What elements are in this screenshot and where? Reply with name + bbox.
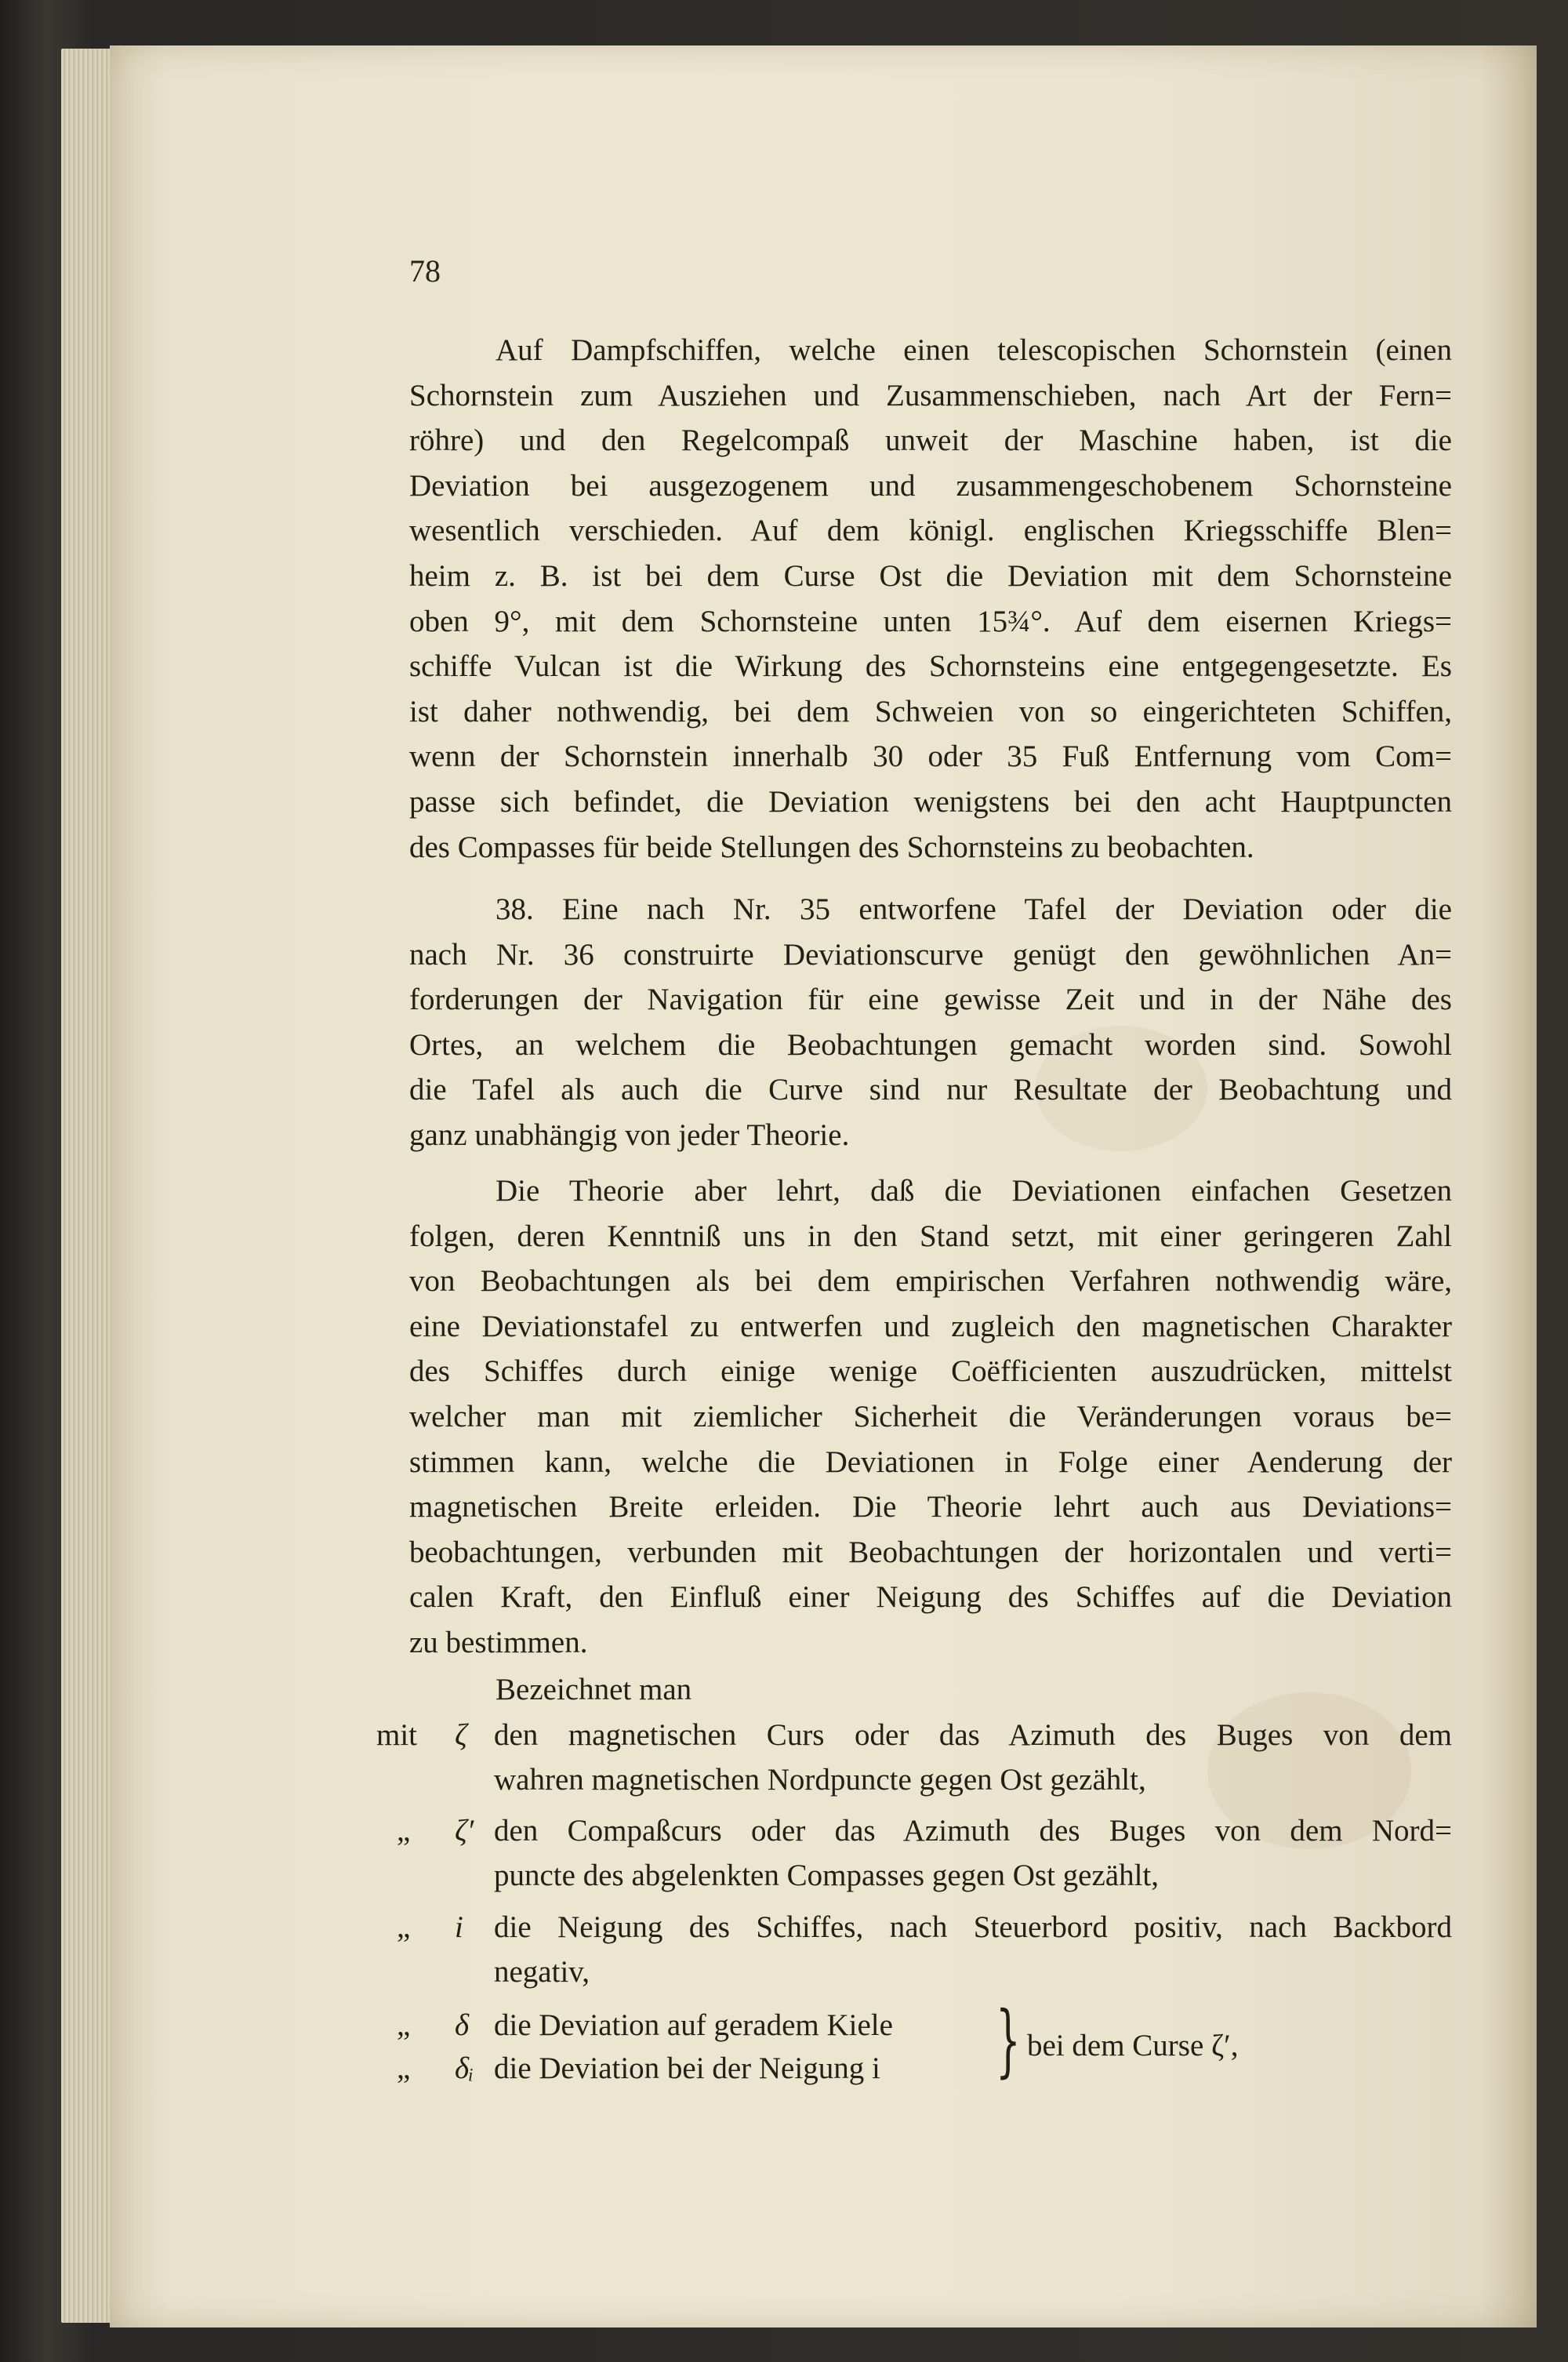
text-line: calen Kraft, den Einfluß einer Neigung des Schiffes auf die Deviation (409, 1580, 1452, 1615)
text-line: welcher man mit ziemlicher Sicherheit die Veränderungen voraus be= (409, 1399, 1452, 1434)
text-line: wesentlich verschieden. Auf dem königl. englischen Kriegsschiffe Blen= (409, 514, 1452, 548)
definition-continuation (376, 1762, 1452, 1808)
text-line: die Tafel als auch die Curve sind nur Resultate der Beobachtung und (409, 1073, 1452, 1107)
page-number: 78 (409, 253, 441, 289)
definition-symbol: i (455, 1910, 463, 1944)
definition-row (376, 2051, 1452, 2096)
text-line: forderungen der Navigation für eine gewisse Zeit und in der Nähe des (409, 983, 1452, 1017)
definition-text: die Deviation auf geradem Kiele (494, 2008, 893, 2042)
text-line: eine Deviationstafel zu entwerfen und zugleich den magnetischen Charakter (409, 1309, 1452, 1343)
paragraph-3 (409, 1168, 1452, 1666)
text-line: Bezeichnet man (495, 1673, 692, 1706)
definition-prefix: „ (397, 1910, 411, 1944)
text-line: magnetischen Breite erleiden. Die Theorie lehrt auch aus Deviations= (409, 1490, 1452, 1524)
definition-text: die Neigung des Schiffes, nach Steuerbord positiv, nach Backbord (494, 1910, 1452, 1944)
text-line: des Schiffes durch einige wenige Coëfficienten auszudrücken, mittelst (409, 1354, 1452, 1389)
definition-prefix: mit (376, 1718, 418, 1752)
text-line: Schornstein zum Ausziehen und Zusammenschieben, nach Art der Fern= (409, 378, 1452, 412)
definition-row (376, 1813, 1452, 1859)
definition-text: den magnetischen Curs oder das Azimuth des Buges von dem (494, 1718, 1452, 1752)
definition-continuation (376, 1954, 1452, 2000)
right-brace: } (996, 1994, 1021, 2086)
brace-text: bei dem Curse ζ′, (1027, 2029, 1239, 2062)
text-line: heim z. B. ist bei dem Curse Ost die Deviation mit dem Schornsteine (409, 558, 1452, 593)
text-line: Auf Dampfschiffen, welche einen telescopischen Schornstein (einen (495, 333, 1452, 367)
definition-symbol: δ (455, 2008, 470, 2042)
text-line: passe sich befindet, die Deviation wenigstens bei den acht Hauptpuncten (409, 784, 1452, 819)
definition-text: den Compaßcurs oder das Azimuth des Buges von dem Nord= (494, 1814, 1452, 1848)
definition-text: die Deviation bei der Neigung i (494, 2051, 880, 2085)
text-line: zu bestimmen. (409, 1625, 588, 1659)
paragraph-2 (409, 887, 1452, 1158)
text-line: beobachtungen, verbunden mit Beobachtungen der horizontalen und verti= (409, 1535, 1452, 1569)
definition-continuation (376, 1858, 1452, 1903)
definition-symbol: ζ′ (455, 1814, 474, 1848)
text-line: schiffe Vulcan ist die Wirkung des Schornsteins eine entgegengesetzte. Es (409, 649, 1452, 684)
text-line: folgen, deren Kenntniß uns in den Stand setzt, mit einer geringeren Zahl (409, 1219, 1452, 1253)
definition-row (376, 1717, 1452, 1763)
text-line: oben 9°, mit dem Schornsteine unten 15¾°. Auf dem eisernen Kriegs= (409, 604, 1452, 638)
text-line: Ortes, an welchem die Beobachtungen gemacht worden sind. Sowohl (409, 1027, 1452, 1062)
text-line: röhre) und den Regelcompaß unweit der Maschine haben, ist die (409, 423, 1452, 458)
definitions-intro (409, 1667, 1452, 1713)
page-stack-edges (61, 49, 116, 2323)
definition-symbol: ζ (455, 1718, 467, 1752)
text-line: Die Theorie aber lehrt, daß die Deviationen einfachen Gesetzen (495, 1174, 1452, 1208)
definition-text: negativ, (494, 1955, 590, 1989)
text-line: von Beobachtungen als bei dem empirischen Verfahren nothwendig wäre, (409, 1264, 1452, 1299)
text-line: des Compasses für beide Stellungen des Schornsteins zu beobachten. (409, 830, 1254, 864)
text-line: 38. Eine nach Nr. 35 entworfene Tafel der Deviation oder die (495, 892, 1452, 926)
text-line: nach Nr. 36 construirte Deviationscurve genügt den gewöhnlichen An= (409, 937, 1452, 972)
paragraph-1 (409, 328, 1452, 870)
definition-prefix: „ (397, 2051, 411, 2085)
text-line: wenn der Schornstein innerhalb 30 oder 35 Fuß Entfernung vom Com= (409, 739, 1452, 774)
text-line: Deviation bei ausgezogenem und zusammengeschobenem Schornsteine (409, 468, 1452, 503)
definition-row (376, 1910, 1452, 1955)
text-line: stimmen kann, welche die Deviationen in Folge einer Aenderung der (409, 1444, 1452, 1479)
definition-prefix: „ (397, 2008, 411, 2042)
text-line: ganz unabhängig von jeder Theorie. (409, 1117, 850, 1152)
definition-text: puncte des abgelenkten Compasses gegen Ost gezählt, (494, 1859, 1160, 1892)
definition-row (376, 2008, 1452, 2053)
definition-prefix: „ (397, 1814, 411, 1848)
text-line: ist daher nothwendig, bei dem Schweien von so eingerichteten Schiffen, (409, 694, 1452, 729)
definition-symbol: δᵢ (455, 2051, 474, 2085)
definition-text: wahren magnetischen Nordpuncte gegen Ost gezählt, (494, 1763, 1146, 1797)
